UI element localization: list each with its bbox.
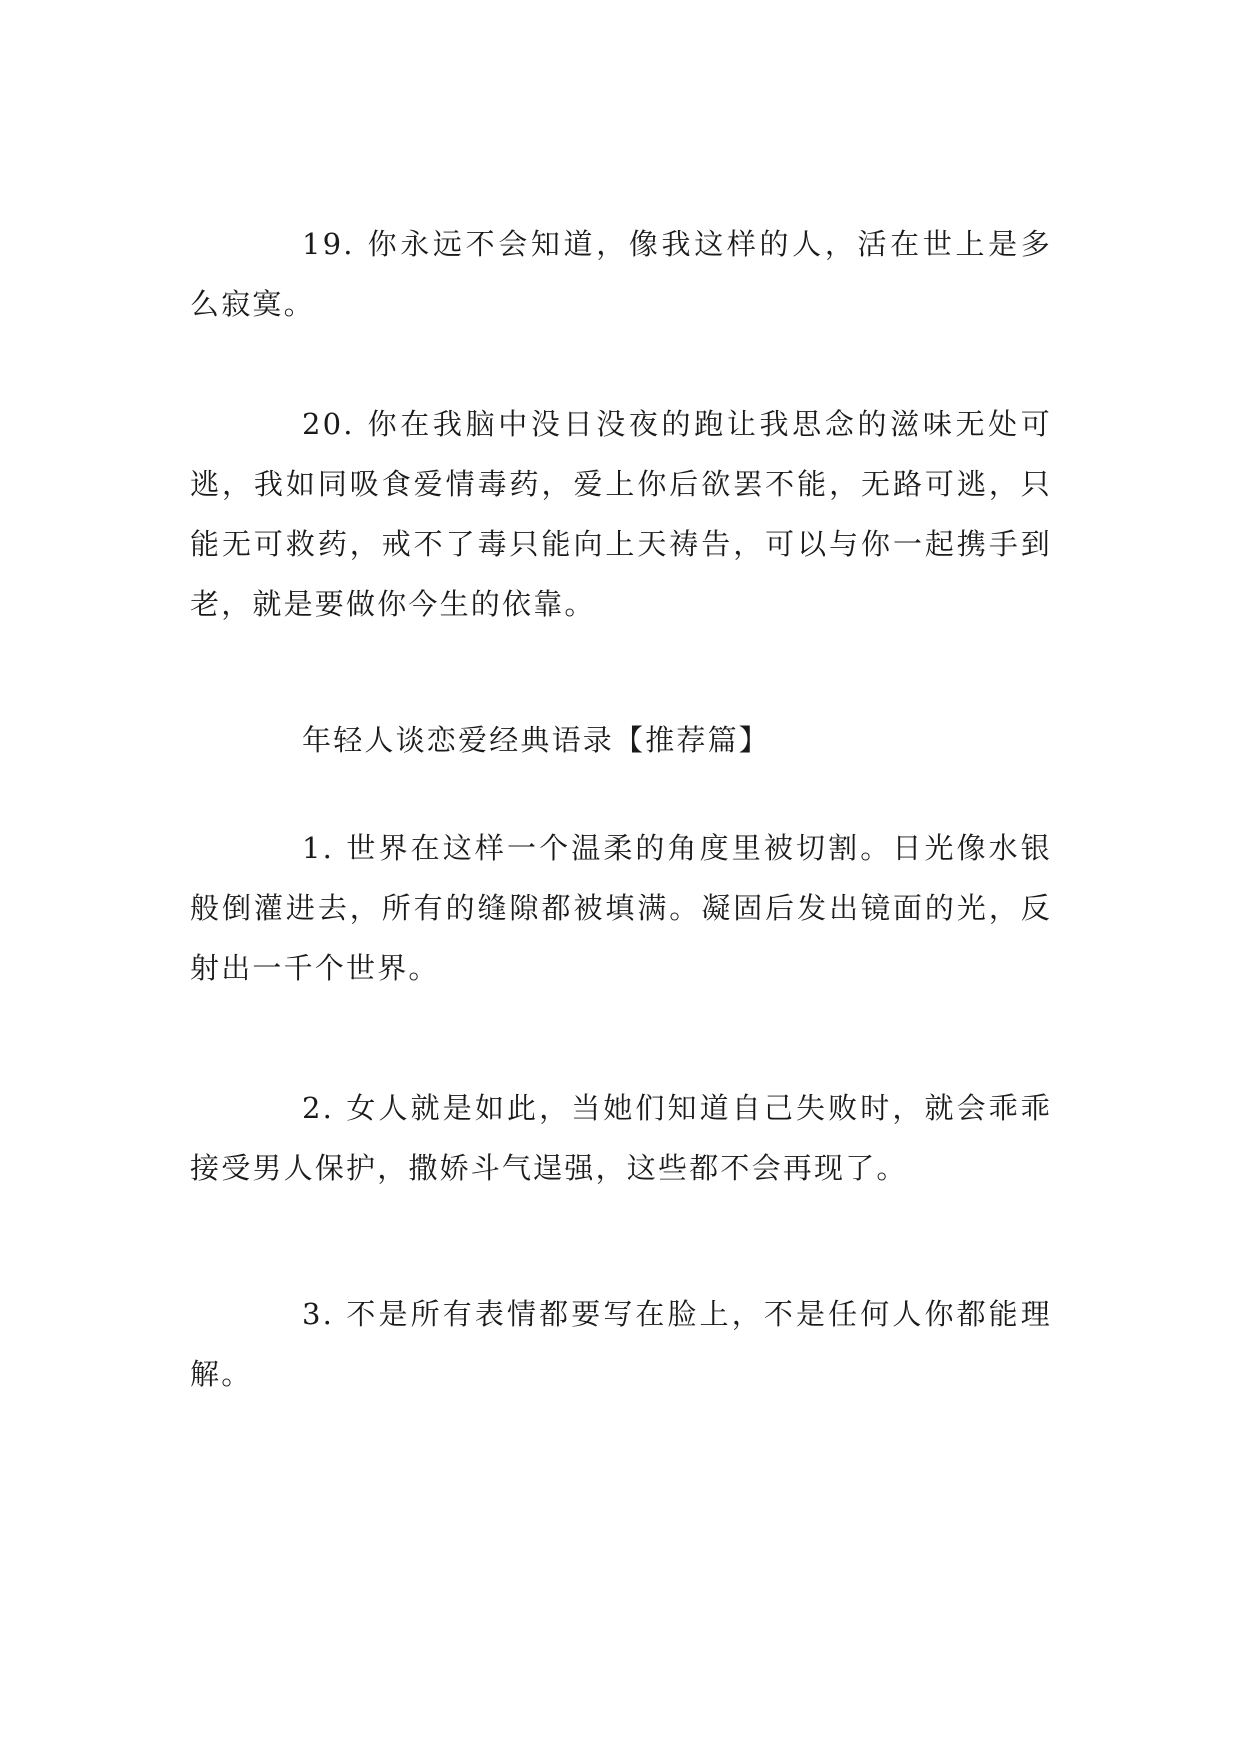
quote-paragraph-20: 20. 你在我脑中没日没夜的跑让我思念的滋味无处可逃，我如同吸食爱情毒药，爱上你后欲罢不能，无路可逃，只能无可救药，戒不了毒只能向上天祷告，可以与你一起携手到老，就是要做你今生的依靠。 <box>190 407 1052 621</box>
quote-paragraph-19: 19. 你永远不会知道，像我这样的人，活在世上是多么寂寞。 <box>190 227 1052 321</box>
quote-paragraph-3: 3. 不是所有表情都要写在脸上，不是任何人你都能理解。 <box>190 1297 1052 1391</box>
quote-paragraph-2: 2. 女人就是如此，当她们知道自己失败时，就会乖乖接受男人保护，撒娇斗气逞强，这些都不会再现了。 <box>190 1091 1052 1185</box>
quote-paragraph-1: 1. 世界在这样一个温柔的角度里被切割。日光像水银般倒灌进去，所有的缝隙都被填满。凝固后发出镜面的光，反射出一千个世界。 <box>190 831 1052 985</box>
section-heading: 年轻人谈恋爱经典语录【推荐篇】 <box>302 723 771 757</box>
